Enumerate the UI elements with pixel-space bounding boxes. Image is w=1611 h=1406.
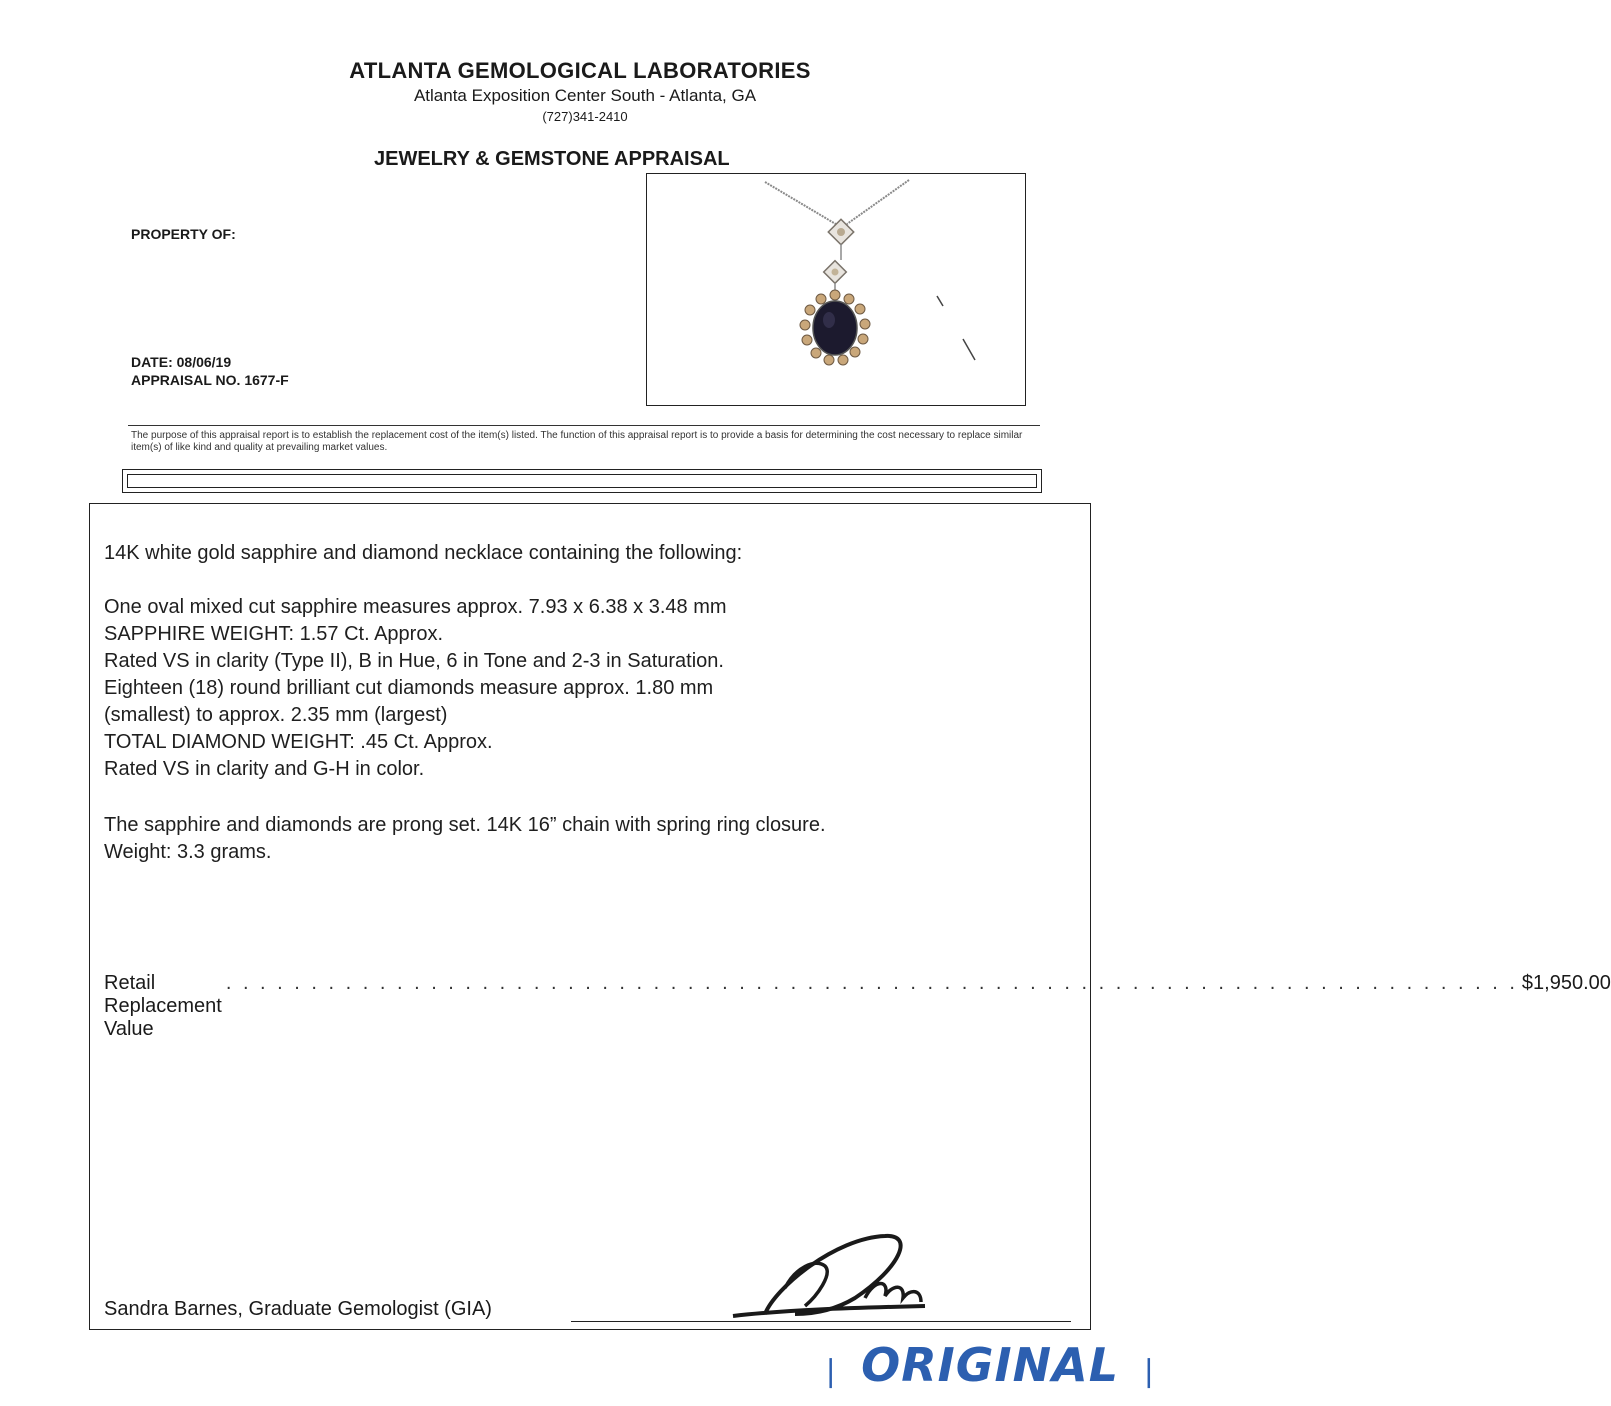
necklace-photo — [646, 173, 1026, 406]
lab-name: ATLANTA GEMOLOGICAL LABORATORIES — [349, 58, 811, 83]
appraisal-number-value: 1677-F — [244, 372, 289, 388]
detail-line: Eighteen (18) round brilliant cut diamonds measure approx. 1.80 mm — [104, 677, 714, 699]
valuation-amount: $1,950.00 — [1521, 972, 1611, 994]
setting-line: Weight: 3.3 grams. — [104, 841, 272, 863]
detail-line: (smallest) to approx. 2.35 mm (largest) — [104, 704, 448, 726]
appraisal-number-label: APPRAISAL NO. — [131, 372, 241, 388]
lab-phone: (727)341-2410 — [542, 109, 628, 124]
detail-line: TOTAL DIAMOND WEIGHT: .45 Ct. Approx. — [104, 731, 493, 753]
date-label: DATE: — [131, 354, 173, 370]
valuation-label: Retail Replacement Value — [104, 972, 222, 1040]
valuation-row — [104, 972, 1611, 1041]
detail-line: Rated VS in clarity and G-H in color. — [104, 758, 425, 780]
purpose-rule — [128, 425, 1040, 426]
original-stamp: ❘ ORIGINAL ❘ — [818, 1338, 1163, 1392]
divider-bar — [122, 469, 1042, 493]
stone-details — [104, 594, 727, 783]
property-of-label: PROPERTY OF: — [131, 226, 236, 242]
dot-leader: . . . . . . . . . . . . . . . . . . . . . . . . . . . . . . . . . . . . . . . . . . . . . . . . . . . . . . . . . . . . . . . . . . . . . . . . . . . . — [225, 972, 1518, 994]
lab-address: Atlanta Exposition Center South - Atlanta, GA — [413, 86, 757, 105]
setting-details — [104, 812, 826, 866]
date-value: 08/06/19 — [176, 354, 232, 370]
document-title: JEWELRY & GEMSTONE APPRAISAL — [374, 148, 730, 170]
date-line — [131, 354, 231, 370]
setting-line: The sapphire and diamonds are prong set. 14K 16” chain with spring ring closure. — [104, 814, 826, 836]
detail-line: Rated VS in clarity (Type II), B in Hue, 6 in Tone and 2-3 in Saturation. — [104, 650, 724, 672]
appraisal-number-line — [131, 372, 289, 388]
detail-line: SAPPHIRE WEIGHT: 1.57 Ct. Approx. — [104, 623, 444, 645]
handwritten-signature — [725, 1218, 945, 1333]
necklace-illustration — [647, 174, 1024, 404]
item-intro: 14K white gold sapphire and diamond necklace containing the following: — [104, 542, 743, 564]
purpose-statement: The purpose of this appraisal report is to establish the replacement cost of the item(s) listed. The function of this appraisal report is to provide a basis for determining the cost necessary to replace similar item(s) of like kind and quality at prevailing market values. — [131, 430, 1023, 453]
signatory-name: Sandra Barnes, Graduate Gemologist (GIA) — [104, 1298, 492, 1320]
detail-line: One oval mixed cut sapphire measures approx. 7.93 x 6.38 x 3.48 mm — [104, 596, 727, 618]
